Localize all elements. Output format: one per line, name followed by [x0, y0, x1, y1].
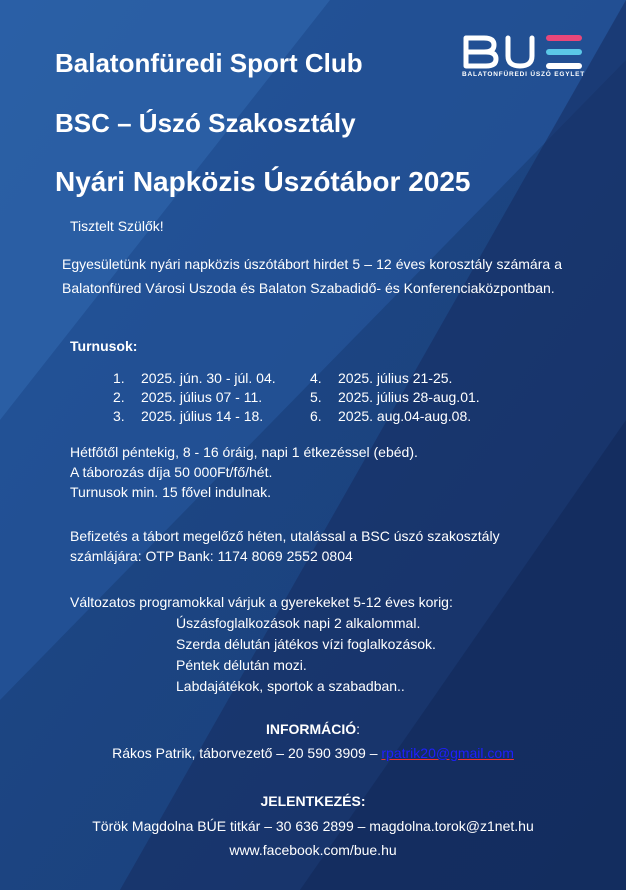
- session-item: 3. 2025. július 14 - 18.: [113, 408, 264, 424]
- registration-heading: JELENTKEZÉS:: [260, 793, 366, 809]
- club-title: Balatonfüredi Sport Club: [55, 48, 363, 78]
- intro-paragraph: Egyesületünk nyári napközis úszótábort hirdet 5 – 12 éves korosztály számára a Balatonfüred Városi Uszoda és Balaton Szabadidő- és Konferenciaközpontban.: [62, 256, 562, 296]
- info-email-link[interactable]: rpatrik20@gmail.com: [381, 745, 514, 761]
- detail-line: Turnusok min. 15 fővel indulnak.: [70, 484, 272, 500]
- session-item: 5. 2025. július 28-aug.01.: [310, 389, 480, 405]
- facebook-link[interactable]: www.facebook.com/bue.hu: [229, 842, 397, 858]
- detail-line: Hétfőtől péntekig, 8 - 16 óráig, napi 1 étkezéssel (ebéd).: [70, 444, 418, 460]
- detail-line: A táborozás díja 50 000Ft/fő/hét.: [70, 464, 273, 480]
- camp-details: [70, 442, 418, 502]
- program-item: Labdajátékok, sportok a szabadban..: [176, 678, 405, 694]
- program-item: Péntek délután mozi.: [176, 657, 307, 673]
- payment-info: [70, 526, 500, 566]
- session-item: 2. 2025. július 07 - 11.: [113, 389, 263, 405]
- programs-list: [176, 613, 436, 697]
- programs-intro: Változatos programokkal várjuk a gyerekeket 5-12 éves korig:: [70, 594, 453, 610]
- session-item: 6. 2025. aug.04-aug.08.: [310, 408, 472, 424]
- registration-contact: Török Magdolna BÚE titkár – 30 636 2899 – magdolna.torok@z1net.hu: [92, 818, 534, 834]
- payment-line: számlájára: OTP Bank: 1174 8069 2552 0804: [70, 548, 353, 564]
- session-item: 4. 2025. július 21-25.: [310, 370, 453, 386]
- sessions-heading: Turnusok:: [70, 338, 138, 354]
- logo-subtitle: BALATONFÜREDI ÚSZÓ EGYLET: [462, 71, 586, 78]
- program-item: Úszásfoglalkozások napi 2 alkalommal.: [176, 615, 421, 631]
- session-item: 1. 2025. jún. 30 - júl. 04.: [113, 370, 276, 386]
- camp-title: Nyári Napközis Úszótábor 2025: [55, 166, 471, 197]
- info-heading: INFORMÁCIÓ:: [265, 721, 361, 737]
- info-contact: Rákos Patrik, táborvezető – 20 590 3909 – rpatrik20@gmail.com: [112, 745, 514, 761]
- section-title: BSC – Úszó Szakosztály: [55, 108, 356, 138]
- greeting: Tisztelt Szülők!: [70, 218, 164, 234]
- payment-line: Befizetés a tábort megelőző héten, utalással a BSC úszó szakosztály: [70, 528, 500, 544]
- program-item: Szerda délután játékos vízi foglalkozások.: [176, 636, 436, 652]
